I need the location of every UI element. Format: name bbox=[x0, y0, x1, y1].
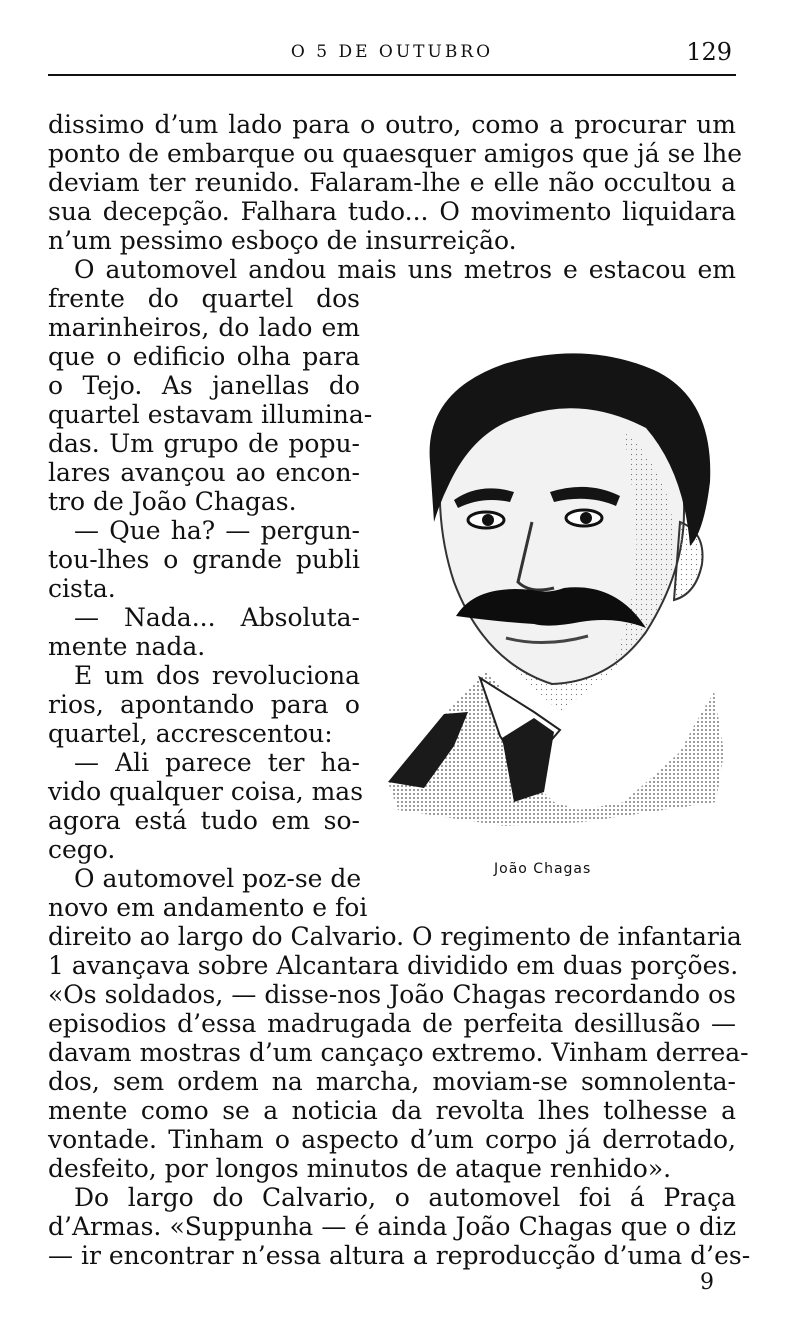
text-line: mente como se a noticia da revolta lhes tolhesse a bbox=[48, 1096, 736, 1125]
text-line: novo em andamento e foi bbox=[48, 893, 368, 922]
text-line: davam mostras d’um cançaço extremo. Vinham derrea- bbox=[48, 1038, 749, 1067]
text-line: frente do quartel dos bbox=[48, 284, 360, 313]
text-line: vontade. Tinham o aspecto d’um corpo já derrotado, bbox=[48, 1125, 736, 1154]
text-line: «Os soldados, — disse-nos João Chagas recordando os bbox=[48, 980, 736, 1009]
text-line: rios, apontando para o bbox=[48, 690, 360, 719]
text-line: O automovel andou mais uns metros e estacou em bbox=[74, 255, 736, 284]
text-line: cego. bbox=[48, 835, 116, 864]
text-line: deviam ter reunido. Falaram-lhe e elle não occultou a bbox=[48, 168, 736, 197]
text-line: cista. bbox=[48, 574, 116, 603]
text-line: lares avançou ao encon- bbox=[48, 458, 360, 487]
text-line: E um dos revoluciona bbox=[74, 661, 360, 690]
page-number: 129 bbox=[686, 38, 732, 66]
text-line: tro de João Chagas. bbox=[48, 487, 297, 516]
text-line: o Tejo. As janellas do bbox=[48, 371, 360, 400]
text-line: ponto de embarque ou quaesquer amigos que já se lhe bbox=[48, 139, 743, 168]
text-line: n’um pessimo esboço de insurreição. bbox=[48, 226, 517, 255]
running-title: O 5 DE OUTUBRO bbox=[290, 42, 494, 62]
portrait-photo bbox=[384, 332, 736, 847]
text-line: 1 avançava sobre Alcantara dividido em duas porções. bbox=[48, 951, 739, 980]
text-line: mente nada. bbox=[48, 632, 206, 661]
text-line: vido qualquer coisa, mas bbox=[48, 777, 364, 806]
text-line: agora está tudo em so- bbox=[48, 806, 360, 835]
text-line: — Ali parece ter ha- bbox=[74, 748, 360, 777]
text-line: dos, sem ordem na marcha, moviam-se somnolenta- bbox=[48, 1067, 736, 1096]
text-line: episodios d’essa madrugada de perfeita desillusão — bbox=[48, 1009, 736, 1038]
text-line: das. Um grupo de popu- bbox=[48, 429, 360, 458]
figure-caption: João Chagas bbox=[494, 861, 592, 877]
pupil-left bbox=[482, 514, 494, 526]
text-line: Do largo do Calvario, o automovel foi á Praça bbox=[74, 1183, 736, 1212]
text-line: desfeito, por longos minutos de ataque renhido». bbox=[48, 1154, 672, 1183]
running-head bbox=[48, 38, 736, 72]
text-line: tou-lhes o grande publi bbox=[48, 545, 360, 574]
ear-shape bbox=[674, 522, 703, 600]
text-line: que o edificio olha para bbox=[48, 342, 360, 371]
text-line: — Que ha? — pergun- bbox=[74, 516, 360, 545]
text-line: dissimo d’um lado para o outro, como a procurar um bbox=[48, 110, 736, 139]
signature-mark: 9 bbox=[700, 1270, 714, 1295]
text-line: marinheiros, do lado em bbox=[48, 313, 360, 342]
header-rule bbox=[48, 74, 736, 76]
text-line: direito ao largo do Calvario. O regimento de infantaria bbox=[48, 922, 742, 951]
pupil-right bbox=[580, 512, 592, 524]
text-line: — Nada... Absoluta- bbox=[74, 603, 360, 632]
text-line: O automovel poz-se de bbox=[74, 864, 362, 893]
text-line: d’Armas. «Suppunha — é ainda João Chagas que o diz bbox=[48, 1212, 736, 1241]
text-line: quartel, accrescentou: bbox=[48, 719, 333, 748]
text-line: quartel estavam illumina- bbox=[48, 400, 373, 429]
text-line: sua decepção. Falhara tudo... O movimento liquidara bbox=[48, 197, 736, 226]
text-line: — ir encontrar n’essa altura a reproducção d’uma d’es- bbox=[48, 1241, 751, 1270]
